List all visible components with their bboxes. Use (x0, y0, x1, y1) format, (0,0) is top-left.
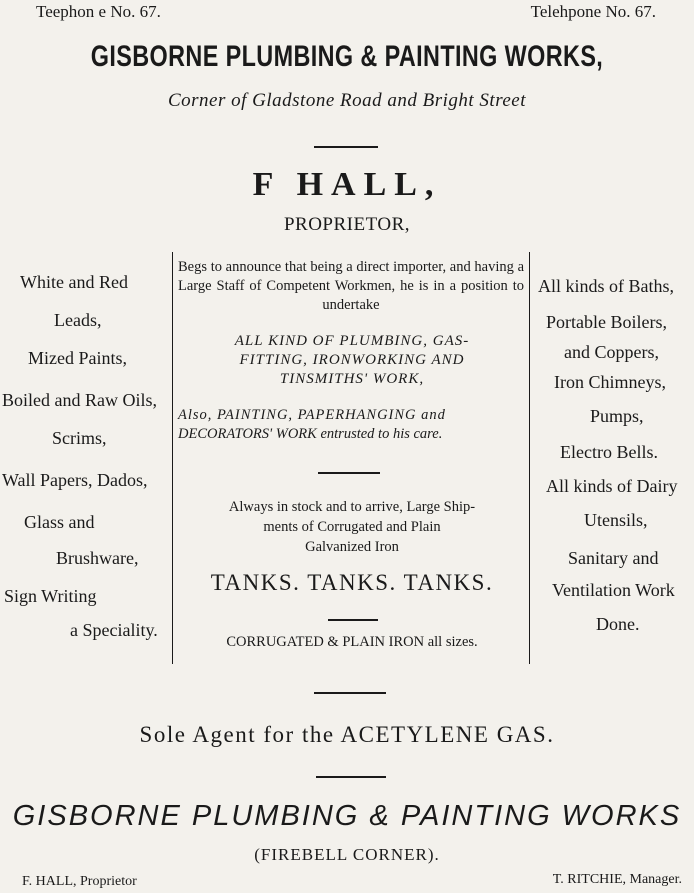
services-line: TINSMITHS' WORK, (279, 371, 425, 387)
stock-line: Galvanized Iron (305, 539, 399, 555)
list-item: Electro Bells. (560, 442, 658, 462)
divider (314, 692, 386, 694)
phone-number-left: Teephon e No. 67. (36, 2, 161, 21)
business-title: GISBORNE PLUMBING & PAINTING WORKS, (90, 40, 604, 73)
list-item: a Speciality. (70, 620, 158, 640)
business-address: Corner of Gladstone Road and Bright Street (167, 90, 527, 111)
divider (328, 619, 378, 621)
list-item: Scrims, (52, 428, 107, 448)
services-line: FITTING, IRONWORKING AND (239, 352, 465, 368)
proprietor-label: PROPRIETOR, (283, 214, 411, 235)
stock-notice (174, 497, 530, 557)
list-item: Brushware, (56, 548, 139, 568)
tanks-heading: TANKS. TANKS. TANKS. (210, 570, 494, 595)
plumbing-services (174, 332, 530, 389)
stock-line: ments of Corrugated and Plain (263, 519, 441, 535)
proprietor-name: F HALL, (252, 166, 442, 203)
list-item: All kinds of Dairy (546, 476, 678, 496)
corrugated-iron-notice: CORRUGATED & PLAIN IRON all sizes. (226, 634, 478, 650)
list-item: Leads, (54, 310, 102, 330)
list-item: Sign Writing (4, 586, 97, 606)
divider (314, 146, 378, 148)
list-item: All kinds of Baths, (538, 276, 675, 296)
list-item: White and Red (20, 272, 128, 292)
list-item: Ventilation Work (552, 580, 675, 600)
agent-notice: Sole Agent for the ACETYLENE GAS. (139, 722, 555, 747)
proprietor-credit: F. HALL, Proprietor (22, 874, 137, 889)
list-item: Iron Chimneys, (554, 372, 666, 392)
list-item: and Coppers, (564, 342, 659, 362)
list-item: Utensils, (584, 510, 648, 530)
list-item: Pumps, (590, 406, 644, 426)
footer-title: GISBORNE PLUMBING & PAINTING WORKS (12, 800, 682, 832)
list-item: Portable Boilers, (546, 312, 667, 332)
phone-number-right: Telehpone No. 67. (530, 2, 656, 21)
announcement-text: Begs to announce that being a direct importer, and having a Large Staff of Competent Workmen, he is in a position to undertake (178, 259, 524, 313)
manager-credit: T. RITCHIE, Manager. (552, 872, 682, 887)
column-divider-right (529, 252, 530, 664)
stock-line: Always in stock and to arrive, Large Ship- (228, 499, 476, 515)
list-item: Mized Paints, (28, 348, 127, 368)
divider (318, 472, 380, 474)
divider (316, 776, 386, 778)
list-item: Sanitary and (568, 548, 659, 568)
list-item: Glass and (24, 512, 95, 532)
services-line: DECORATORS' WORK entrusted to his care. (178, 426, 443, 442)
painting-services (178, 406, 524, 444)
services-line: ALL KIND OF PLUMBING, GAS- (234, 333, 470, 349)
column-divider-left (172, 252, 173, 664)
list-item: Done. (596, 614, 640, 634)
list-item: Wall Papers, Dados, (2, 470, 148, 490)
footer-subtitle: (FIREBELL CORNER). (254, 845, 440, 864)
services-line: Also, PAINTING, PAPERHANGING and (178, 407, 446, 423)
list-item: Boiled and Raw Oils, (2, 390, 157, 410)
